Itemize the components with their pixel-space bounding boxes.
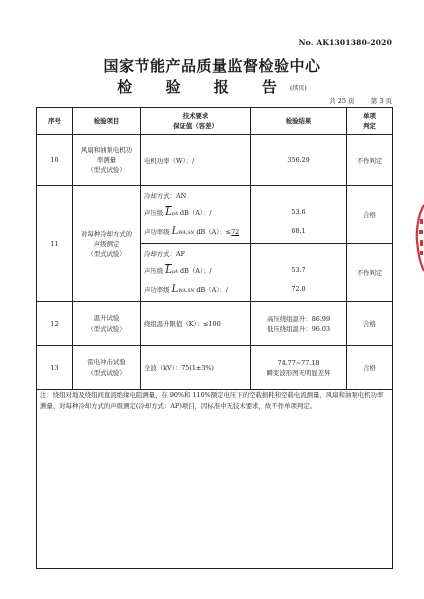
- result-line: 74.77~77.18: [277, 358, 320, 367]
- row-item-line: 对每种冷却方式的: [80, 229, 133, 238]
- cooling-mode: 冷却方式：AN: [144, 191, 187, 200]
- header-requirement-line2: 保证值（容差）: [173, 122, 218, 130]
- row-item-line: 风扇和油泵电机功: [80, 146, 133, 154]
- row-result: [251, 346, 347, 390]
- table-row: [37, 186, 393, 244]
- total-pages: 共 25 页: [329, 97, 355, 105]
- continuation-note: (续页): [290, 85, 307, 92]
- sound-power-requirement: [144, 280, 247, 299]
- sound-power-requirement: [144, 222, 247, 241]
- row-seq: 10: [37, 135, 73, 186]
- sound-pressure-requirement: [144, 203, 247, 222]
- sound-pressure-result: 53.7: [291, 265, 306, 274]
- header-requirement: [141, 108, 251, 135]
- sound-pressure-label: 声压级: [144, 208, 164, 217]
- header-verdict-line2: 判定: [363, 122, 376, 130]
- l-symbol: L: [171, 283, 179, 295]
- l-symbol: $\overline{L}$: [165, 206, 172, 218]
- l-subscript: WA,SN: [178, 230, 195, 236]
- spacer: [254, 247, 343, 261]
- table-row: [37, 135, 393, 186]
- sound-power-label: 声功率级: [144, 285, 170, 294]
- row-requirement: 绕组温升限值（K）：≤100: [141, 302, 251, 346]
- row-seq: 13: [37, 346, 73, 390]
- row-item-line: （型式试验）: [87, 166, 126, 174]
- red-seal-stamp-edge: [415, 203, 424, 273]
- row-item-line: （型式试验）: [87, 324, 126, 333]
- report-title: 国家节能产品质量监督检验中心: [103, 57, 321, 75]
- sound-power-limit: 72: [231, 227, 240, 236]
- l-symbol: $\overline{L}$: [165, 264, 172, 276]
- report-subtitle: 检 验 报 告: [117, 78, 291, 96]
- row-item: [73, 302, 141, 346]
- sound-power-unit: dB（A）：/: [196, 285, 228, 294]
- header-seq: 序号: [37, 108, 73, 135]
- header-verdict: [347, 108, 393, 135]
- l-subscript: pA: [171, 211, 178, 217]
- l-subscript: pA: [171, 269, 178, 275]
- row-item: [73, 186, 141, 302]
- l-symbol: L: [171, 225, 179, 237]
- row-requirement: 全波（kV）：75(1±3%): [141, 346, 251, 390]
- spacer: [254, 189, 343, 203]
- cooling-group-an-results: [251, 186, 347, 244]
- row-item-line: 率测量: [96, 156, 117, 164]
- page-indicator: [315, 96, 392, 105]
- l-subscript: WA,SN: [178, 288, 195, 294]
- inspection-table: [36, 107, 393, 569]
- row-item-line: （型式试验）: [87, 249, 126, 258]
- sound-power-result: 72.0: [291, 284, 306, 293]
- row-verdict: 不作判定: [347, 135, 393, 186]
- result-line: 高压绕组温升：86.99: [266, 314, 331, 323]
- sound-pressure-unit: dB（A）：/: [180, 208, 212, 217]
- row-item-line: 温升试验: [93, 313, 120, 322]
- report-subtitle-block: [0, 76, 424, 97]
- sound-power-unit: dB（A）：≤: [196, 227, 232, 236]
- report-number: No. AK1301380-2020: [298, 38, 392, 47]
- table-row: [37, 302, 393, 346]
- row-result: [251, 302, 347, 346]
- result-line: 瞬变波形图无明显差异: [266, 368, 331, 377]
- row-seq: 11: [37, 186, 73, 302]
- row-verdict: 合格: [347, 346, 393, 390]
- sound-power-label: 声功率级: [144, 227, 170, 236]
- header-result: 检验结果: [251, 108, 347, 135]
- cooling-group-an: [141, 186, 251, 244]
- table-header-row: [37, 108, 393, 135]
- row-verdict: 合格: [347, 302, 393, 346]
- sound-power-result: 68.1: [291, 226, 306, 235]
- footnote: 注：绕组对地及绕组间直流绝缘电阻测量、在 90%和 110%额定电压下的空载损耗和空载电流测量、风扇和油泵电机功率测量、对每种冷却方式的声级测定(冷却方式：AF)项目，因标准中无技术要求，故不作单项判定。: [37, 390, 393, 569]
- row-item: [73, 135, 141, 186]
- row-item: [73, 346, 141, 390]
- current-page: 第 3 页: [370, 97, 392, 105]
- row-verdict: 合格: [347, 186, 393, 244]
- header-requirement-line1: 技术要求: [182, 112, 209, 120]
- cooling-group-af: [141, 244, 251, 302]
- row-result: 356.29: [251, 135, 347, 186]
- result-line: 低压绕组温升：96.03: [266, 324, 331, 333]
- table-row: [37, 346, 393, 390]
- cooling-mode: 冷却方式：AF: [144, 249, 186, 258]
- sound-pressure-result: 53.6: [291, 207, 306, 216]
- row-verdict: 不作判定: [347, 244, 393, 302]
- sound-pressure-unit: dB（A）：/: [180, 266, 212, 275]
- row-seq: 12: [37, 302, 73, 346]
- row-item-line: 声级测定: [93, 239, 120, 248]
- row-requirement: 电机功率（W）：/: [141, 135, 251, 186]
- cooling-group-af-results: [251, 244, 347, 302]
- row-item-line: （型式试验）: [87, 368, 126, 377]
- note-row: [37, 390, 393, 569]
- header-item: 检验项目: [73, 108, 141, 135]
- header-verdict-line1: 单项: [363, 112, 376, 120]
- sound-pressure-requirement: [144, 261, 247, 280]
- sound-pressure-label: 声压级: [144, 266, 164, 275]
- row-item-line: 雷电冲击试验: [87, 357, 126, 366]
